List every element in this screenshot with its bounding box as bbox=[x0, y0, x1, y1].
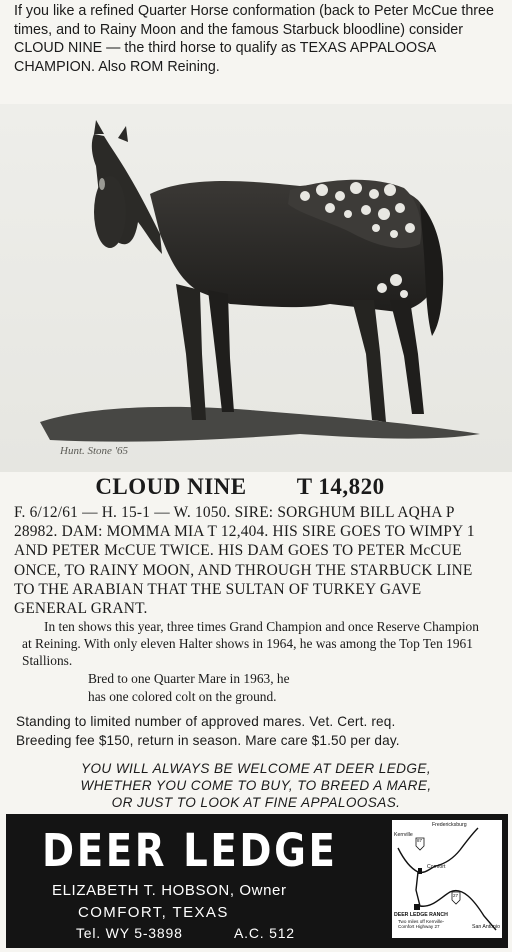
offspring-line-2: has one colored colt on the ground. bbox=[88, 689, 277, 704]
horse-ear-right bbox=[118, 126, 128, 142]
show-record-paragraph: In ten shows this year, three times Grand Champion and once Reserve Champion at Reining. With only eleven Halter shows in 1964, he was among the Top Ten 1961 Stallions. bbox=[22, 619, 479, 669]
horse-leg-hind-left bbox=[352, 300, 386, 422]
welcome-line-2: WHETHER YOU COME TO BUY, TO BREED A MARE, bbox=[80, 778, 432, 793]
horse-leg-front-left bbox=[176, 284, 206, 420]
map-label-fredericksburg: Fredericksburg bbox=[432, 822, 467, 828]
ranch-footer bbox=[6, 814, 508, 948]
map-label-ranch: DEER LEDGE RANCH bbox=[394, 912, 448, 918]
intro-paragraph: If you like a refined Quarter Horse conformation (back to Peter McCue three times, and to Rainy Moon and the famous Starbuck bloodline) consider CLOUD NINE — the third horse to qualify as TEXAS APPALOOSA CHAMPION. Also ROM Reining. bbox=[14, 3, 494, 75]
horse-leg-front-right bbox=[208, 290, 234, 412]
location-map bbox=[392, 820, 502, 938]
horse-leg-hind-right bbox=[390, 300, 424, 414]
location-line: COMFORT, TEXAS bbox=[78, 904, 229, 921]
terms-line-2: Breeding fee $150, return in season. Mare care $1.50 per day. bbox=[16, 733, 400, 748]
horse-registration: T 14,820 bbox=[296, 474, 385, 499]
horse-name: CLOUD NINE bbox=[95, 474, 247, 499]
horse-illustration bbox=[0, 104, 512, 472]
welcome-line-1: YOU WILL ALWAYS BE WELCOME AT DEER LEDGE, bbox=[80, 761, 432, 776]
phone-number: Tel. WY 5-3898 bbox=[76, 925, 183, 941]
horse-title bbox=[0, 474, 480, 500]
offspring-line-1: Bred to one Quarter Mare in 1963, he bbox=[88, 671, 290, 686]
horse-drawing bbox=[0, 104, 512, 472]
map-label-directions: Two miles off Kerrville-Comfort Highway 27 bbox=[398, 919, 445, 930]
owner-line: ELIZABETH T. HOBSON, Owner bbox=[52, 882, 287, 899]
area-code: A.C. 512 bbox=[234, 925, 295, 941]
map-label-san-antonio: San Antonio bbox=[472, 924, 500, 930]
pedigree-paragraph: F. 6/12/61 — H. 15-1 — W. 1050. SIRE: SORGHUM BILL AQHA P 28982. DAM: MOMMA MIA T 12,404. HIS SIRE GOES TO WIMPY 1 AND PETER McCUE TWICE. HIS DAM GOES TO PETER McCUE ONCE, TO RAINY MOON, AND THROUGH THE STARBUCK LINE TO THE ARABIAN THAT THE SULTAN OF TURKEY GAVE GENERAL GRANT. bbox=[14, 504, 475, 618]
ranch-marker-icon bbox=[414, 904, 420, 910]
terms-line-1: Standing to limited number of approved mares. Vet. Cert. req. bbox=[16, 714, 396, 729]
offspring-paragraph bbox=[88, 670, 448, 706]
map-label-route-87: 87 bbox=[417, 838, 423, 843]
map-label-route-27: 27 bbox=[453, 893, 459, 898]
comfort-marker-icon bbox=[418, 868, 422, 874]
horse-head bbox=[94, 176, 126, 248]
horse-ear-left bbox=[94, 120, 104, 134]
horse-blaze bbox=[99, 178, 105, 190]
breeding-terms bbox=[16, 712, 500, 750]
map-label-kerrville: Kerrville bbox=[394, 832, 413, 838]
welcome-line-3: OR JUST TO LOOK AT FINE APPALOOSAS. bbox=[111, 795, 401, 810]
artist-signature: Hunt. Stone '65 bbox=[60, 445, 129, 457]
welcome-message bbox=[0, 760, 512, 811]
ranch-name: DEER LEDGE bbox=[42, 824, 338, 877]
map-label-comfort: Comfort bbox=[427, 864, 446, 870]
